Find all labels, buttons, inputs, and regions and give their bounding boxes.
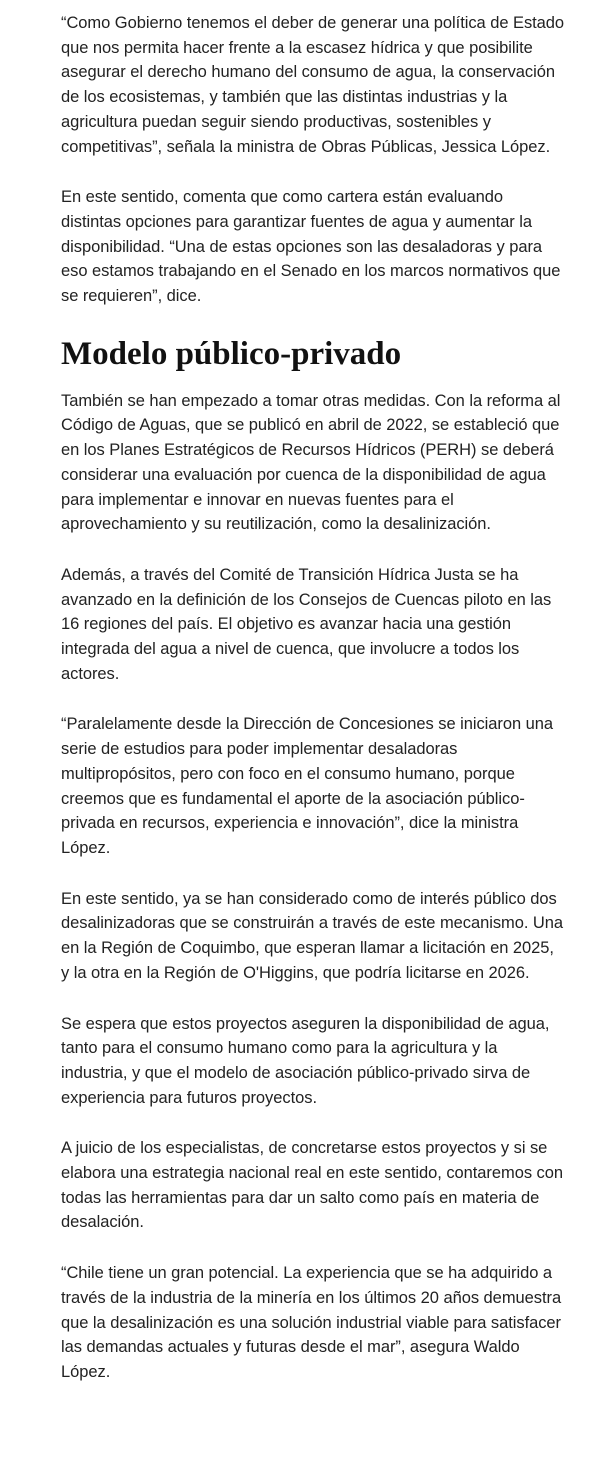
paragraph-desalinizadoras: En este sentido, ya se han considerado como de interés público dos desalinizadoras que se construirán a través de este mecanismo. Una en la Región de Coquimbo, que esperan llamar a licitación en 2025, y la otra en la Región de O'Higgins, que podría licitarse en 2026. (61, 889, 564, 982)
paragraph-direccion-concesiones: “Paralelamente desde la Dirección de Concesiones se iniciaron una serie de estudios para poder implementar desaladoras multipropósitos, pero con foco en el consumo humano, porque creemos que es fundamental el aporte de la asociación público-privada en recursos, experiencia e innovación”, dice la ministra López. (61, 715, 554, 857)
paragraph-quote-ministra: “Como Gobierno tenemos el deber de generar una política de Estado que nos permita hacer frente a la escasez hídrica y que posibilite asegurar el derecho humano del consumo de agua, la conservación de los ecosistemas, y también que las distintas industrias y la agricultura puedan seguir siendo productivas, sostenibles y competitivas”, señala la ministra de Obras Públicas, Jessica López. (61, 14, 565, 156)
section-heading: Modelo público-privado (61, 335, 402, 372)
paragraph-comite-transicion: Además, a través del Comité de Transición Hídrica Justa se ha avanzado en la definición de los Consejos de Cuencas piloto en las 16 regiones del país. El objetivo es avanzar hacia una gestión integrada del agua a nivel de cuenca, que involucre a todos los actores. (61, 565, 552, 683)
paragraph-especialistas: A juicio de los especialistas, de concretarse estos proyectos y si se elabora una estrategia nacional real en este sentido, contaremos con todas las herramientas para dar un salto como país en materia de desalación. (61, 1139, 564, 1232)
paragraph-opciones-cartera: En este sentido, comenta que como cartera están evaluando distintas opciones para garantizar fuentes de agua y aumentar la disponibilidad. “Una de estas opciones son las desaladoras y para eso estamos trabajando en el Senado en los marcos normativos que se requieren”, dice. (61, 188, 561, 306)
paragraph-proyectos: Se espera que estos proyectos aseguren la disponibilidad de agua, tanto para el consumo humano como para la agricultura y la industria, y que el modelo de asociación público-privado sirva de experiencia para futuros proyectos. (61, 1014, 550, 1107)
paragraph-quote-waldo: “Chile tiene un gran potencial. La experiencia que se ha adquirido a través de la industria de la minería en los últimos 20 años demuestra que la desalinización es una solución industrial viable para satisfacer las demandas actuales y futuras desde el mar”, asegura Waldo López. (61, 1264, 562, 1381)
paragraph-codigo-aguas: También se han empezado a tomar otras medidas. Con la reforma al Código de Aguas, que se publicó en abril de 2022, se estableció que en los Planes Estratégicos de Recursos Hídricos (PERH) se deberá considerar una evaluación por cuenca de la disponibilidad de agua para implementar e innovar en nuevas fuentes para el aprovechamiento y su reutilización, como la desalinización. (61, 391, 561, 534)
